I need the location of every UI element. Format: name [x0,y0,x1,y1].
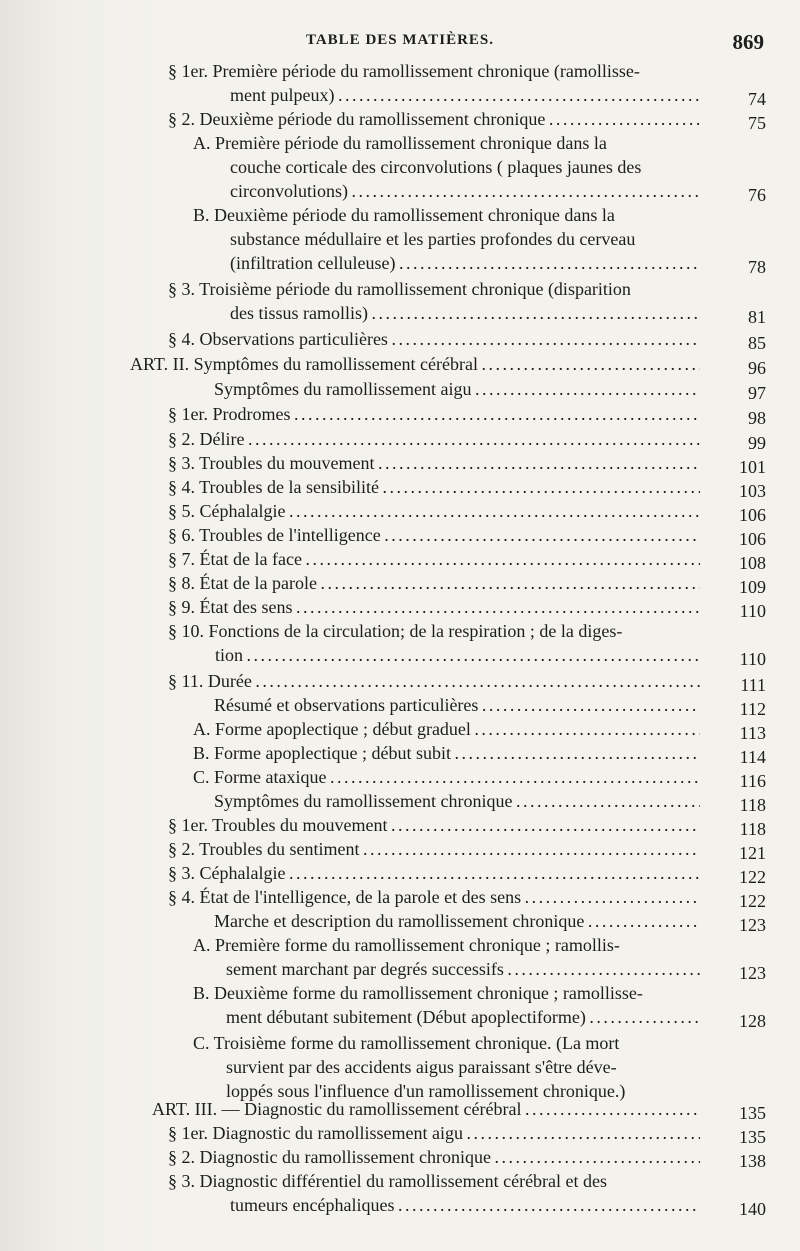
toc-entry-line: § 2. Troubles du sentiment . . . [168,838,700,860]
toc-page-number: 110 [739,601,766,621]
toc-page-number: 114 [739,747,766,767]
toc-entry-line: ART. II. Symptômes du ramollissement cérébral . . . [130,353,700,375]
toc-entry-line: couche corticale des circonvolutions ( plaques jaunes des [230,157,642,177]
toc-entry-line: tion . . . [215,644,700,666]
toc-entry-line: § 2. Deuxième période du ramollissement chronique . . . [168,108,700,130]
toc-page-number: 121 [739,843,766,863]
toc-entry-line: ment débutant subitement (Début apoplectiforme) . . . [226,1006,700,1028]
toc-entry-line: des tissus ramollis) . . . [230,302,700,324]
toc-page-number: 113 [739,723,766,743]
toc-page-number: 123 [739,963,766,983]
toc-page-number: 101 [739,457,766,477]
toc-entry-line: B. Deuxième forme du ramollissement chronique ; ramollisse- [193,983,643,1003]
toc-page-number: 99 [748,433,766,453]
toc-page-number: 135 [739,1127,766,1147]
toc-entry-line: § 1er. Troubles du mouvement . . . [168,814,700,836]
toc-entry-line: sement marchant par degrés successifs . . . [226,958,700,980]
toc-page-number: 122 [739,891,766,911]
toc-page-number: 96 [748,358,766,378]
toc-entry-line: § 4. Troubles de la sensibilité . . . [168,476,700,498]
toc-entry-line: Résumé et observations particulières . . . [214,694,700,716]
toc-page-number: 106 [739,529,766,549]
toc-entry-line: Symptômes du ramollissement aigu . . . [214,378,700,400]
toc-page-number: 106 [739,505,766,525]
toc-entry-line: C. Troisième forme du ramollissement chronique. (La mort [193,1033,620,1053]
toc-page-number: 123 [739,915,766,935]
toc-page-number: 78 [748,257,766,277]
toc-entry-line: § 1er. Première période du ramollissement chronique (ramollisse- [168,61,640,81]
toc-entry-line: ART. III. — Diagnostic du ramollissement cérébral . . . [152,1098,700,1120]
toc-entry-line: loppés sous l'influence d'un ramollissement chronique.) [226,1081,626,1101]
toc-entry-line: § 2. Délire . . . [168,428,700,450]
toc-page-number: 112 [739,699,766,719]
toc-entry-line: tumeurs encéphaliques . . . [230,1194,700,1216]
toc-entry-line: A. Première période du ramollissement chronique dans la [193,133,607,153]
toc-entry-line: § 6. Troubles de l'intelligence . . . [168,524,700,546]
toc-page-number: 85 [748,333,766,353]
toc-entry-line: § 3. Céphalalgie . . . [168,862,700,884]
toc-entry-line: § 1er. Diagnostic du ramollissement aigu . . . [168,1122,700,1144]
toc-entry-line: § 4. État de l'intelligence, de la parole et des sens . . . [168,886,700,908]
toc-page-number: 122 [739,867,766,887]
toc-entry-line: survient par des accidents aigus paraissant s'être déve- [226,1057,617,1077]
toc-page-number: 135 [739,1103,766,1123]
toc-entry-line: C. Forme ataxique . . . [193,766,700,788]
toc-page-number: 128 [739,1011,766,1031]
toc-page-number: 118 [739,795,766,815]
toc-entry-line: § 1er. Prodromes . . . [168,403,700,425]
toc-page-number: 138 [739,1151,766,1171]
toc-entry-line: § 3. Diagnostic différentiel du ramollissement cérébral et des [168,1171,608,1191]
toc-entry-line: § 4. Observations particulières . . . [168,328,700,350]
toc-entry-line: § 3. Troisième période du ramollissement chronique (disparition [168,279,631,299]
toc-page-number: 109 [739,577,766,597]
toc-page-number: 98 [748,408,766,428]
toc-page-number: 118 [739,819,766,839]
toc-entry-line: § 3. Troubles du mouvement . . . [168,452,700,474]
toc-page-number: 140 [739,1199,766,1219]
toc-entry-line: § 2. Diagnostic du ramollissement chronique . . . [168,1146,700,1168]
toc-entry-line: substance médullaire et les parties profondes du cerveau [230,229,636,249]
toc-entry-line: A. Première forme du ramollissement chronique ; ramollis- [193,935,620,955]
page-number: 869 [732,30,764,54]
toc-page-number: 110 [739,649,766,669]
toc-page-number: 111 [740,675,766,695]
toc-entry-line: § 11. Durée . . . [168,670,700,692]
toc-entry-line: (infiltration celluleuse) . . . [230,252,700,274]
toc-entry-line: B. Deuxième période du ramollissement chronique dans la [193,205,615,225]
toc-entry-line: B. Forme apoplectique ; début subit . . . [193,742,700,764]
toc-page-number: 116 [739,771,766,791]
toc-entry-line: § 5. Céphalalgie . . . [168,500,700,522]
toc-page-number: 74 [748,89,766,109]
running-title: TABLE DES MATIÈRES. [305,32,495,48]
toc-page-number: 81 [748,307,766,327]
toc-entry-line: A. Forme apoplectique ; début graduel . . . [193,718,700,740]
page-header [0,26,800,56]
toc-entry-line: ment pulpeux) . . . [230,84,700,106]
toc-page-number: 76 [748,185,766,205]
toc-page-number: 103 [739,481,766,501]
toc-entry-line: § 10. Fonctions de la circulation; de la respiration ; de la diges- [168,621,623,641]
toc-entry-line: § 7. État de la face . . . [168,548,700,570]
toc-entry-line: § 9. État des sens . . . [168,596,700,618]
toc-page-number: 97 [748,383,766,403]
toc-page-number: 108 [739,553,766,573]
toc-entry-line: circonvolutions) . . . [230,180,700,202]
toc-entry-line: Symptômes du ramollissement chronique . . . [214,790,700,812]
toc-page-number: 75 [748,113,766,133]
toc-entry-line: Marche et description du ramollissement chronique . . . [214,910,700,932]
toc-entry-line: § 8. État de la parole . . . [168,572,700,594]
